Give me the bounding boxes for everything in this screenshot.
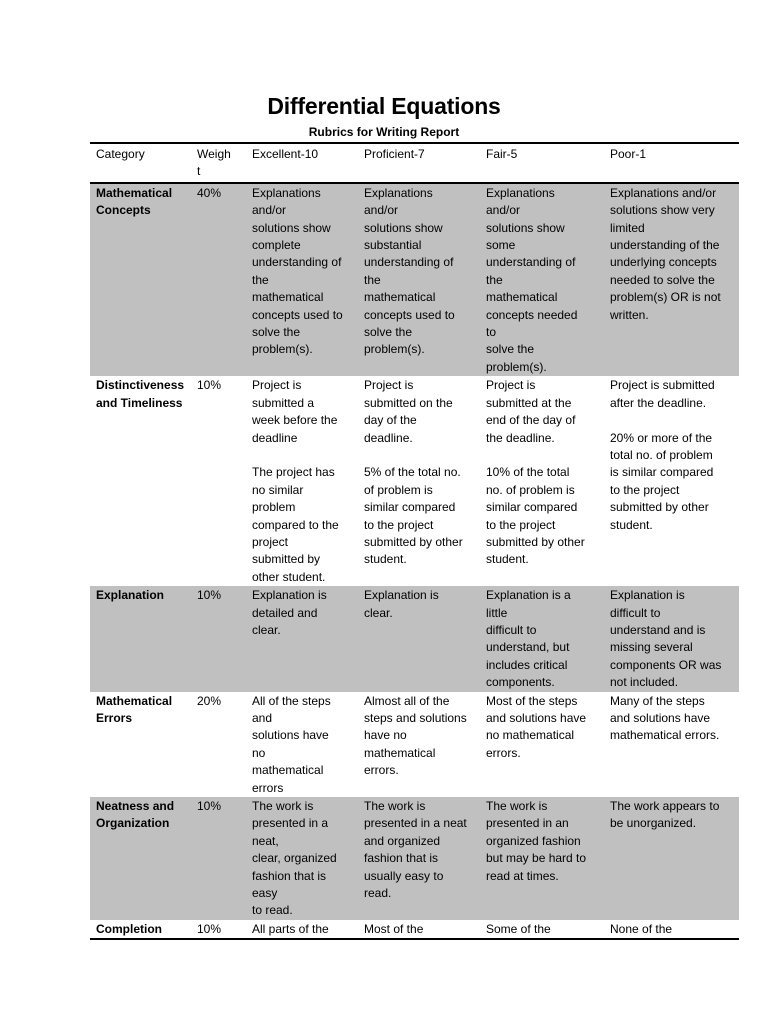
row-poor: The work appears to be unorganized. <box>604 797 739 920</box>
header-weight: Weigh t <box>191 143 246 183</box>
row-fair: Most of the steps and solutions have no mathematical errors. <box>486 693 587 760</box>
table-header-row <box>90 143 739 183</box>
row-category: Explanation <box>90 586 191 691</box>
row-excellent: Explanation is detailed and clear. <box>246 586 358 691</box>
row-excellent: All of the steps and solutions have no mathematical errors <box>252 693 331 795</box>
rubric-table <box>90 142 739 940</box>
page-title: Differential Equations <box>267 93 501 119</box>
table-row <box>90 183 739 376</box>
row-category: Completion <box>90 920 191 939</box>
row-proficient: Almost all of the steps and solutions have no mathematical errors. <box>364 693 467 778</box>
row-weight: 10% <box>191 920 246 939</box>
row-fair: The work is presented in an organized fashion but may be hard to read at times. <box>480 797 604 920</box>
row-proficient: Explanation is clear. <box>358 586 480 691</box>
row-excellent: Explanations and/or solutions show complete understanding of the mathematical concepts used to solve the problem(s). <box>246 183 358 376</box>
page-subtitle: Rubrics for Writing Report <box>308 125 460 139</box>
header-category: Category <box>90 143 191 183</box>
row-poor: Explanation is difficult to understand and is missing several components OR was not included. <box>604 586 739 691</box>
row-weight: 10% <box>197 378 222 393</box>
row-weight: 40% <box>191 183 246 376</box>
row-excellent: Project is submitted a week before the deadline The project has no similar problem compared to the project submitted by other student. <box>252 378 339 584</box>
row-category: Distinctiveness and Timeliness <box>96 378 185 410</box>
header-proficient: Proficient-7 <box>358 143 480 183</box>
row-category: Mathematical Concepts <box>90 183 191 376</box>
row-fair: Explanation is a little difficult to understand, but includes critical components. <box>480 586 604 691</box>
row-proficient: Most of the <box>358 920 480 939</box>
row-poor: None of the <box>604 920 739 939</box>
row-poor: Many of the steps and solutions have mathematical errors. <box>610 693 720 743</box>
table-row <box>90 920 739 939</box>
row-weight: 20% <box>197 693 222 708</box>
row-proficient: Project is submitted on the day of the deadline. 5% of the total no. of problem is similar compared to the project submitted by other student. <box>364 378 463 567</box>
header-excellent: Excellent-10 <box>246 143 358 183</box>
row-category: Neatness and Organization <box>90 797 191 920</box>
row-weight: 10% <box>191 586 246 691</box>
row-fair: Project is submitted at the end of the day of the deadline. 10% of the total no. of problem is similar compared to the project submitted by other student. <box>486 378 585 567</box>
row-fair: Explanations and/or solutions show some understanding of the mathematical concepts needed to solve the problem(s). <box>480 183 604 376</box>
row-excellent: The work is presented in a neat, clear, organized fashion that is easy to read. <box>246 797 358 920</box>
row-fair: Some of the <box>480 920 604 939</box>
header-poor: Poor-1 <box>604 143 739 183</box>
table-row <box>90 692 739 797</box>
row-weight: 10% <box>191 797 246 920</box>
row-proficient: Explanations and/or solutions show substantial understanding of the mathematical concepts used to solve the problem(s). <box>358 183 480 376</box>
row-poor: Explanations and/or solutions show very limited understanding of the underlying concepts needed to solve the problem(s) OR is not written. <box>604 183 739 376</box>
table-row <box>90 376 739 586</box>
row-poor: Project is submitted after the deadline. 20% or more of the total no. of problem is similar compared to the project submitted by other student. <box>610 378 715 532</box>
header-fair: Fair-5 <box>480 143 604 183</box>
row-excellent: All parts of the <box>246 920 358 939</box>
row-proficient: The work is presented in a neat and organized fashion that is usually easy to read. <box>358 797 480 920</box>
table-row <box>90 797 739 920</box>
table-row <box>90 586 739 691</box>
row-category: Mathematical Errors <box>96 693 173 725</box>
